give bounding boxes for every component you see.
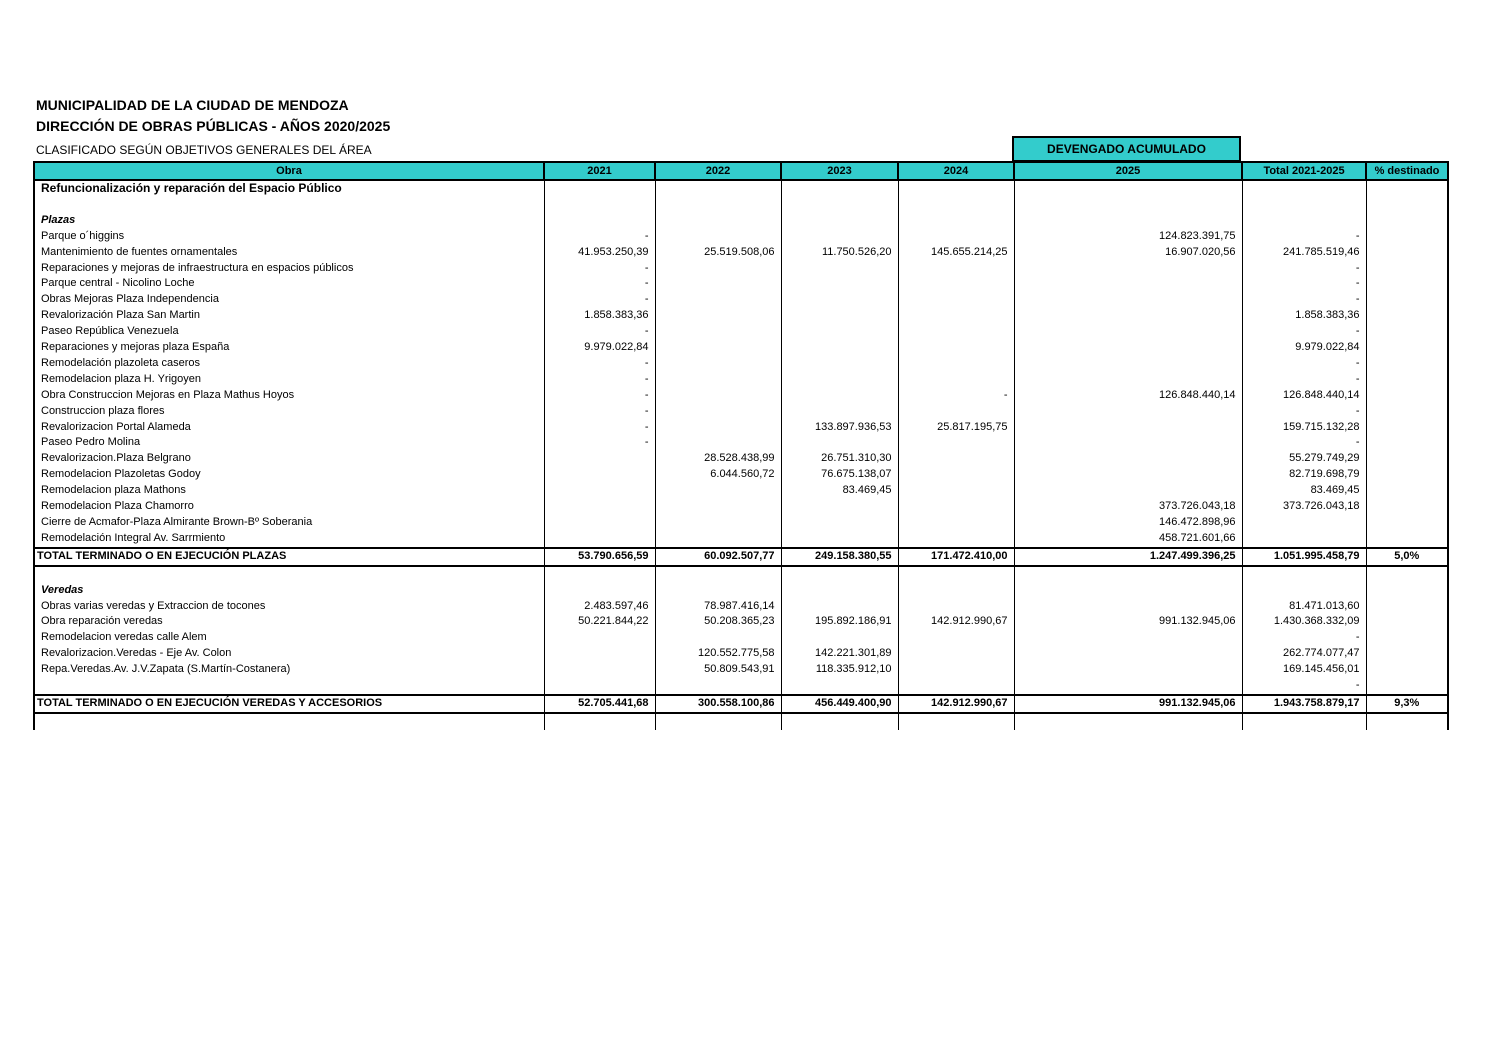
obra-name-cell: Revalorizacion.Plaza Belgrano (34, 451, 544, 467)
spacer-row (34, 713, 1448, 730)
table-row (34, 678, 1448, 695)
obra-name-cell: Repa.Veredas.Av. J.V.Zapata (S.Martín-Costanera) (34, 662, 544, 678)
obra-name-cell: Remodelacion plaza Mathons (34, 483, 544, 499)
amount-cell: 81.471.013,60 (1242, 599, 1366, 615)
obra-name-cell: Remodelación Integral Av. Sarrmiento (34, 531, 544, 548)
amount-cell (544, 515, 655, 531)
amount-cell: - (898, 388, 1014, 404)
amount-cell: 25.519.508,06 (655, 245, 781, 261)
percent-cell: 5,0% (1366, 548, 1448, 566)
amount-cell: 2.483.597,46 (544, 599, 655, 615)
table-row (34, 662, 1448, 678)
table-row (34, 630, 1448, 646)
table-body (34, 180, 1448, 730)
obra-name-cell: Paseo República Venezuela (34, 324, 544, 340)
amount-cell (781, 499, 898, 515)
amount-cell: 55.279.749,29 (1242, 451, 1366, 467)
amount-cell: 41.953.250,39 (544, 245, 655, 261)
amount-cell: - (1242, 292, 1366, 308)
amount-cell: 1.943.758.879,17 (1242, 695, 1366, 713)
amount-cell: 83.469,45 (781, 483, 898, 499)
obra-name-cell: Remodelación plazoleta caseros (34, 356, 544, 372)
table-row (34, 404, 1448, 420)
amount-cell (898, 292, 1014, 308)
amount-cell (655, 292, 781, 308)
amount-cell: 82.719.698,79 (1242, 467, 1366, 483)
amount-cell: 458.721.601,66 (1014, 531, 1242, 548)
amount-cell (1014, 662, 1242, 678)
works-table (33, 161, 1449, 730)
table-row (34, 292, 1448, 308)
obra-name-cell: Remodelacion Plazoletas Godoy (34, 467, 544, 483)
amount-cell: - (544, 420, 655, 436)
amount-cell: - (544, 229, 655, 245)
amount-cell (1014, 435, 1242, 451)
amount-cell (781, 324, 898, 340)
amount-cell: 6.044.560,72 (655, 467, 781, 483)
percent-cell (1366, 483, 1448, 499)
amount-cell: - (1242, 372, 1366, 388)
amount-cell (1014, 451, 1242, 467)
obra-name-cell: Remodelacion Plaza Chamorro (34, 499, 544, 515)
table-row (34, 499, 1448, 515)
amount-cell: 300.558.100,86 (655, 695, 781, 713)
amount-cell (1014, 678, 1242, 695)
amount-cell: - (544, 356, 655, 372)
percent-cell (1366, 467, 1448, 483)
table-header-row (34, 162, 1448, 180)
percent-cell (1366, 614, 1448, 630)
amount-cell (898, 404, 1014, 420)
percent-cell (1366, 678, 1448, 695)
amount-cell (781, 388, 898, 404)
amount-cell: - (1242, 435, 1366, 451)
percent-cell (1366, 276, 1448, 292)
amount-cell: - (1242, 324, 1366, 340)
amount-cell: 124.823.391,75 (1014, 229, 1242, 245)
amount-cell (1014, 483, 1242, 499)
amount-cell: 456.449.400,90 (781, 695, 898, 713)
percent-cell (1366, 356, 1448, 372)
amount-cell: 146.472.898,96 (1014, 515, 1242, 531)
amount-cell: 241.785.519,46 (1242, 245, 1366, 261)
amount-cell (781, 630, 898, 646)
amount-cell (544, 499, 655, 515)
amount-cell (898, 531, 1014, 548)
amount-cell: 195.892.186,91 (781, 614, 898, 630)
table-row (34, 261, 1448, 277)
amount-cell (655, 483, 781, 499)
amount-cell: - (1242, 261, 1366, 277)
percent-cell (1366, 324, 1448, 340)
amount-cell (898, 599, 1014, 615)
table-row (34, 308, 1448, 324)
amount-cell (781, 292, 898, 308)
amount-cell (898, 678, 1014, 695)
col-header-2023: 2023 (781, 162, 898, 180)
amount-cell (781, 276, 898, 292)
amount-cell: 249.158.380,55 (781, 548, 898, 566)
obra-name-cell: Obra reparación veredas (34, 614, 544, 630)
amount-cell: - (544, 261, 655, 277)
amount-cell (898, 276, 1014, 292)
percent-cell (1366, 599, 1448, 615)
amount-cell: - (544, 276, 655, 292)
amount-cell (898, 499, 1014, 515)
amount-cell: 9.979.022,84 (1242, 340, 1366, 356)
amount-cell (1014, 599, 1242, 615)
obra-name-cell: Obras varias veredas y Extraccion de tocones (34, 599, 544, 615)
obra-name-cell: Remodelacion veredas calle Alem (34, 630, 544, 646)
amount-cell: 50.208.365,23 (655, 614, 781, 630)
obra-name-cell: Reparaciones y mejoras plaza España (34, 340, 544, 356)
percent-cell (1366, 646, 1448, 662)
table-row (34, 614, 1448, 630)
report-title-municipality: MUNICIPALIDAD DE LA CIUDAD DE MENDOZA (36, 97, 349, 113)
amount-cell (655, 404, 781, 420)
amount-cell: 28.528.438,99 (655, 451, 781, 467)
amount-cell: 145.655.214,25 (898, 245, 1014, 261)
amount-cell: 133.897.936,53 (781, 420, 898, 436)
percent-cell (1366, 292, 1448, 308)
amount-cell (898, 372, 1014, 388)
amount-cell (898, 467, 1014, 483)
amount-cell (544, 531, 655, 548)
amount-cell: 373.726.043,18 (1242, 499, 1366, 515)
section-title: Refuncionalización y reparación del Espacio Público (34, 180, 544, 197)
amount-cell: 16.907.020,56 (1014, 245, 1242, 261)
percent-cell (1366, 499, 1448, 515)
amount-cell (898, 630, 1014, 646)
devengado-header: DEVENGADO ACUMULADO (1012, 136, 1241, 162)
report-title-direction: DIRECCIÓN DE OBRAS PÚBLICAS - AÑOS 2020/2025 (36, 118, 391, 134)
amount-cell: - (544, 292, 655, 308)
total-row-plazas (34, 548, 1448, 566)
col-header-2022: 2022 (655, 162, 781, 180)
subsection-row-plazas (34, 213, 1448, 229)
amount-cell (781, 261, 898, 277)
table-row (34, 646, 1448, 662)
amount-cell (655, 499, 781, 515)
amount-cell (544, 630, 655, 646)
amount-cell (655, 678, 781, 695)
table-row (34, 467, 1448, 483)
table-row (34, 420, 1448, 436)
amount-cell (1242, 515, 1366, 531)
amount-cell: 83.469,45 (1242, 483, 1366, 499)
amount-cell (1014, 404, 1242, 420)
amount-cell (781, 515, 898, 531)
amount-cell: - (544, 435, 655, 451)
obra-name-cell: Reparaciones y mejoras de infraestructura en espacios públicos (34, 261, 544, 277)
amount-cell: 126.848.440,14 (1014, 388, 1242, 404)
table-row (34, 451, 1448, 467)
table-row (34, 483, 1448, 499)
total-row-veredas (34, 695, 1448, 713)
amount-cell (1014, 308, 1242, 324)
amount-cell (655, 229, 781, 245)
amount-cell (1014, 276, 1242, 292)
amount-cell (898, 515, 1014, 531)
obra-name-cell: Revalorizacion Portal Alameda (34, 420, 544, 436)
amount-cell (655, 324, 781, 340)
percent-cell (1366, 435, 1448, 451)
amount-cell: 1.051.995.458,79 (1242, 548, 1366, 566)
amount-cell: 26.751.310,30 (781, 451, 898, 467)
amount-cell: 159.715.132,28 (1242, 420, 1366, 436)
amount-cell: - (544, 372, 655, 388)
amount-cell: - (544, 404, 655, 420)
percent-cell (1366, 388, 1448, 404)
amount-cell: 1.858.383,36 (1242, 308, 1366, 324)
obra-name-cell: Parque o´higgins (34, 229, 544, 245)
amount-cell (544, 483, 655, 499)
amount-cell: 60.092.507,77 (655, 548, 781, 566)
amount-cell (1014, 646, 1242, 662)
table-row (34, 388, 1448, 404)
amount-cell: - (1242, 678, 1366, 695)
amount-cell (898, 308, 1014, 324)
obra-name-cell: Parque central - Nicolino Loche (34, 276, 544, 292)
amount-cell (898, 324, 1014, 340)
table-row (34, 372, 1448, 388)
table-row (34, 324, 1448, 340)
amount-cell (544, 451, 655, 467)
report-subtitle: CLASIFICADO SEGÚN OBJETIVOS GENERALES DEL ÁREA (36, 143, 372, 157)
amount-cell (1014, 324, 1242, 340)
amount-cell: - (1242, 404, 1366, 420)
table-row (34, 531, 1448, 548)
col-header-total: Total 2021-2025 (1242, 162, 1366, 180)
amount-cell (898, 229, 1014, 245)
obra-name-cell: Construccion plaza flores (34, 404, 544, 420)
amount-cell: 76.675.138,07 (781, 467, 898, 483)
amount-cell (655, 372, 781, 388)
obra-name-cell: TOTAL TERMINADO O EN EJECUCIÓN PLAZAS (34, 548, 544, 566)
obra-name-cell: Remodelacion plaza H. Yrigoyen (34, 372, 544, 388)
percent-cell (1366, 630, 1448, 646)
amount-cell: 1.430.368.332,09 (1242, 614, 1366, 630)
table-row (34, 356, 1448, 372)
amount-cell (544, 662, 655, 678)
table-row (34, 515, 1448, 531)
percent-cell (1366, 420, 1448, 436)
amount-cell (655, 420, 781, 436)
amount-cell (655, 435, 781, 451)
amount-cell (781, 435, 898, 451)
amount-cell: 52.705.441,68 (544, 695, 655, 713)
amount-cell (655, 261, 781, 277)
amount-cell (1014, 356, 1242, 372)
percent-cell (1366, 372, 1448, 388)
amount-cell (898, 662, 1014, 678)
amount-cell: - (1242, 229, 1366, 245)
table-row (34, 229, 1448, 245)
obra-name-cell: Revalorización Plaza San Martin (34, 308, 544, 324)
amount-cell (655, 630, 781, 646)
percent-cell: 9,3% (1366, 695, 1448, 713)
obra-name-cell: Revalorizacion.Veredas - Eje Av. Colon (34, 646, 544, 662)
obra-name-cell: Cierre de Acmafor-Plaza Almirante Brown-Bº Soberania (34, 515, 544, 531)
spacer-row (34, 566, 1448, 583)
amount-cell (898, 646, 1014, 662)
amount-cell (1014, 420, 1242, 436)
amount-cell: 11.750.526,20 (781, 245, 898, 261)
percent-cell (1366, 662, 1448, 678)
amount-cell (655, 531, 781, 548)
amount-cell: 25.817.195,75 (898, 420, 1014, 436)
percent-cell (1366, 229, 1448, 245)
amount-cell: 118.335.912,10 (781, 662, 898, 678)
amount-cell: - (1242, 356, 1366, 372)
percent-cell (1366, 404, 1448, 420)
amount-cell: 262.774.077,47 (1242, 646, 1366, 662)
subsection-label-plazas: Plazas (34, 213, 544, 229)
col-header-percent: % destinado (1366, 162, 1448, 180)
amount-cell (1014, 372, 1242, 388)
amount-cell (1014, 467, 1242, 483)
amount-cell: 120.552.775,58 (655, 646, 781, 662)
amount-cell (544, 467, 655, 483)
amount-cell (781, 678, 898, 695)
percent-cell (1366, 340, 1448, 356)
percent-cell (1366, 531, 1448, 548)
amount-cell (898, 483, 1014, 499)
amount-cell (1014, 292, 1242, 308)
obra-name-cell: Obras Mejoras Plaza Independencia (34, 292, 544, 308)
amount-cell (781, 531, 898, 548)
col-header-2025: 2025 (1014, 162, 1242, 180)
table-row (34, 340, 1448, 356)
table-row (34, 435, 1448, 451)
col-header-2021: 2021 (544, 162, 655, 180)
amount-cell: 373.726.043,18 (1014, 499, 1242, 515)
amount-cell (898, 261, 1014, 277)
subsection-label-veredas: Veredas (34, 583, 544, 599)
amount-cell (781, 404, 898, 420)
amount-cell (655, 308, 781, 324)
amount-cell (544, 678, 655, 695)
obra-name-cell: Obra Construccion Mejoras en Plaza Mathus Hoyos (34, 388, 544, 404)
percent-cell (1366, 515, 1448, 531)
amount-cell (781, 599, 898, 615)
amount-cell: 1.247.499.396,25 (1014, 548, 1242, 566)
amount-cell: 53.790.656,59 (544, 548, 655, 566)
percent-cell (1366, 451, 1448, 467)
amount-cell (544, 646, 655, 662)
percent-cell (1366, 308, 1448, 324)
obra-name-cell: Paseo Pedro Molina (34, 435, 544, 451)
amount-cell: - (1242, 630, 1366, 646)
amount-cell: 171.472.410,00 (898, 548, 1014, 566)
amount-cell (655, 388, 781, 404)
amount-cell (898, 356, 1014, 372)
amount-cell (898, 451, 1014, 467)
amount-cell (898, 435, 1014, 451)
obra-name-cell (34, 678, 544, 695)
amount-cell (781, 372, 898, 388)
amount-cell: 1.858.383,36 (544, 308, 655, 324)
amount-cell (655, 340, 781, 356)
amount-cell (1014, 630, 1242, 646)
amount-cell: 126.848.440,14 (1242, 388, 1366, 404)
obra-name-cell: TOTAL TERMINADO O EN EJECUCIÓN VEREDAS Y ACCESORIOS (34, 695, 544, 713)
amount-cell: 169.145.456,01 (1242, 662, 1366, 678)
amount-cell: - (544, 324, 655, 340)
col-header-2024: 2024 (898, 162, 1014, 180)
subsection-row-veredas (34, 583, 1448, 599)
amount-cell: 991.132.945,06 (1014, 695, 1242, 713)
amount-cell: 142.912.990,67 (898, 695, 1014, 713)
amount-cell (1014, 261, 1242, 277)
amount-cell (781, 340, 898, 356)
amount-cell (655, 356, 781, 372)
amount-cell: 991.132.945,06 (1014, 614, 1242, 630)
amount-cell (655, 276, 781, 292)
col-header-obra: Obra (34, 162, 544, 180)
amount-cell (781, 229, 898, 245)
table-row (34, 276, 1448, 292)
amount-cell: 78.987.416,14 (655, 599, 781, 615)
amount-cell: 50.221.844,22 (544, 614, 655, 630)
amount-cell: - (544, 388, 655, 404)
amount-cell: - (1242, 276, 1366, 292)
table-row (34, 245, 1448, 261)
percent-cell (1366, 261, 1448, 277)
amount-cell (655, 515, 781, 531)
percent-cell (1366, 245, 1448, 261)
amount-cell (1014, 340, 1242, 356)
amount-cell: 142.912.990,67 (898, 614, 1014, 630)
obra-name-cell: Mantenimiento de fuentes ornamentales (34, 245, 544, 261)
amount-cell: 9.979.022,84 (544, 340, 655, 356)
table-row (34, 599, 1448, 615)
amount-cell (898, 340, 1014, 356)
amount-cell (1242, 531, 1366, 548)
amount-cell (781, 356, 898, 372)
amount-cell (781, 308, 898, 324)
amount-cell: 142.221.301,89 (781, 646, 898, 662)
section-row (34, 180, 1448, 197)
amount-cell: 50.809.543,91 (655, 662, 781, 678)
